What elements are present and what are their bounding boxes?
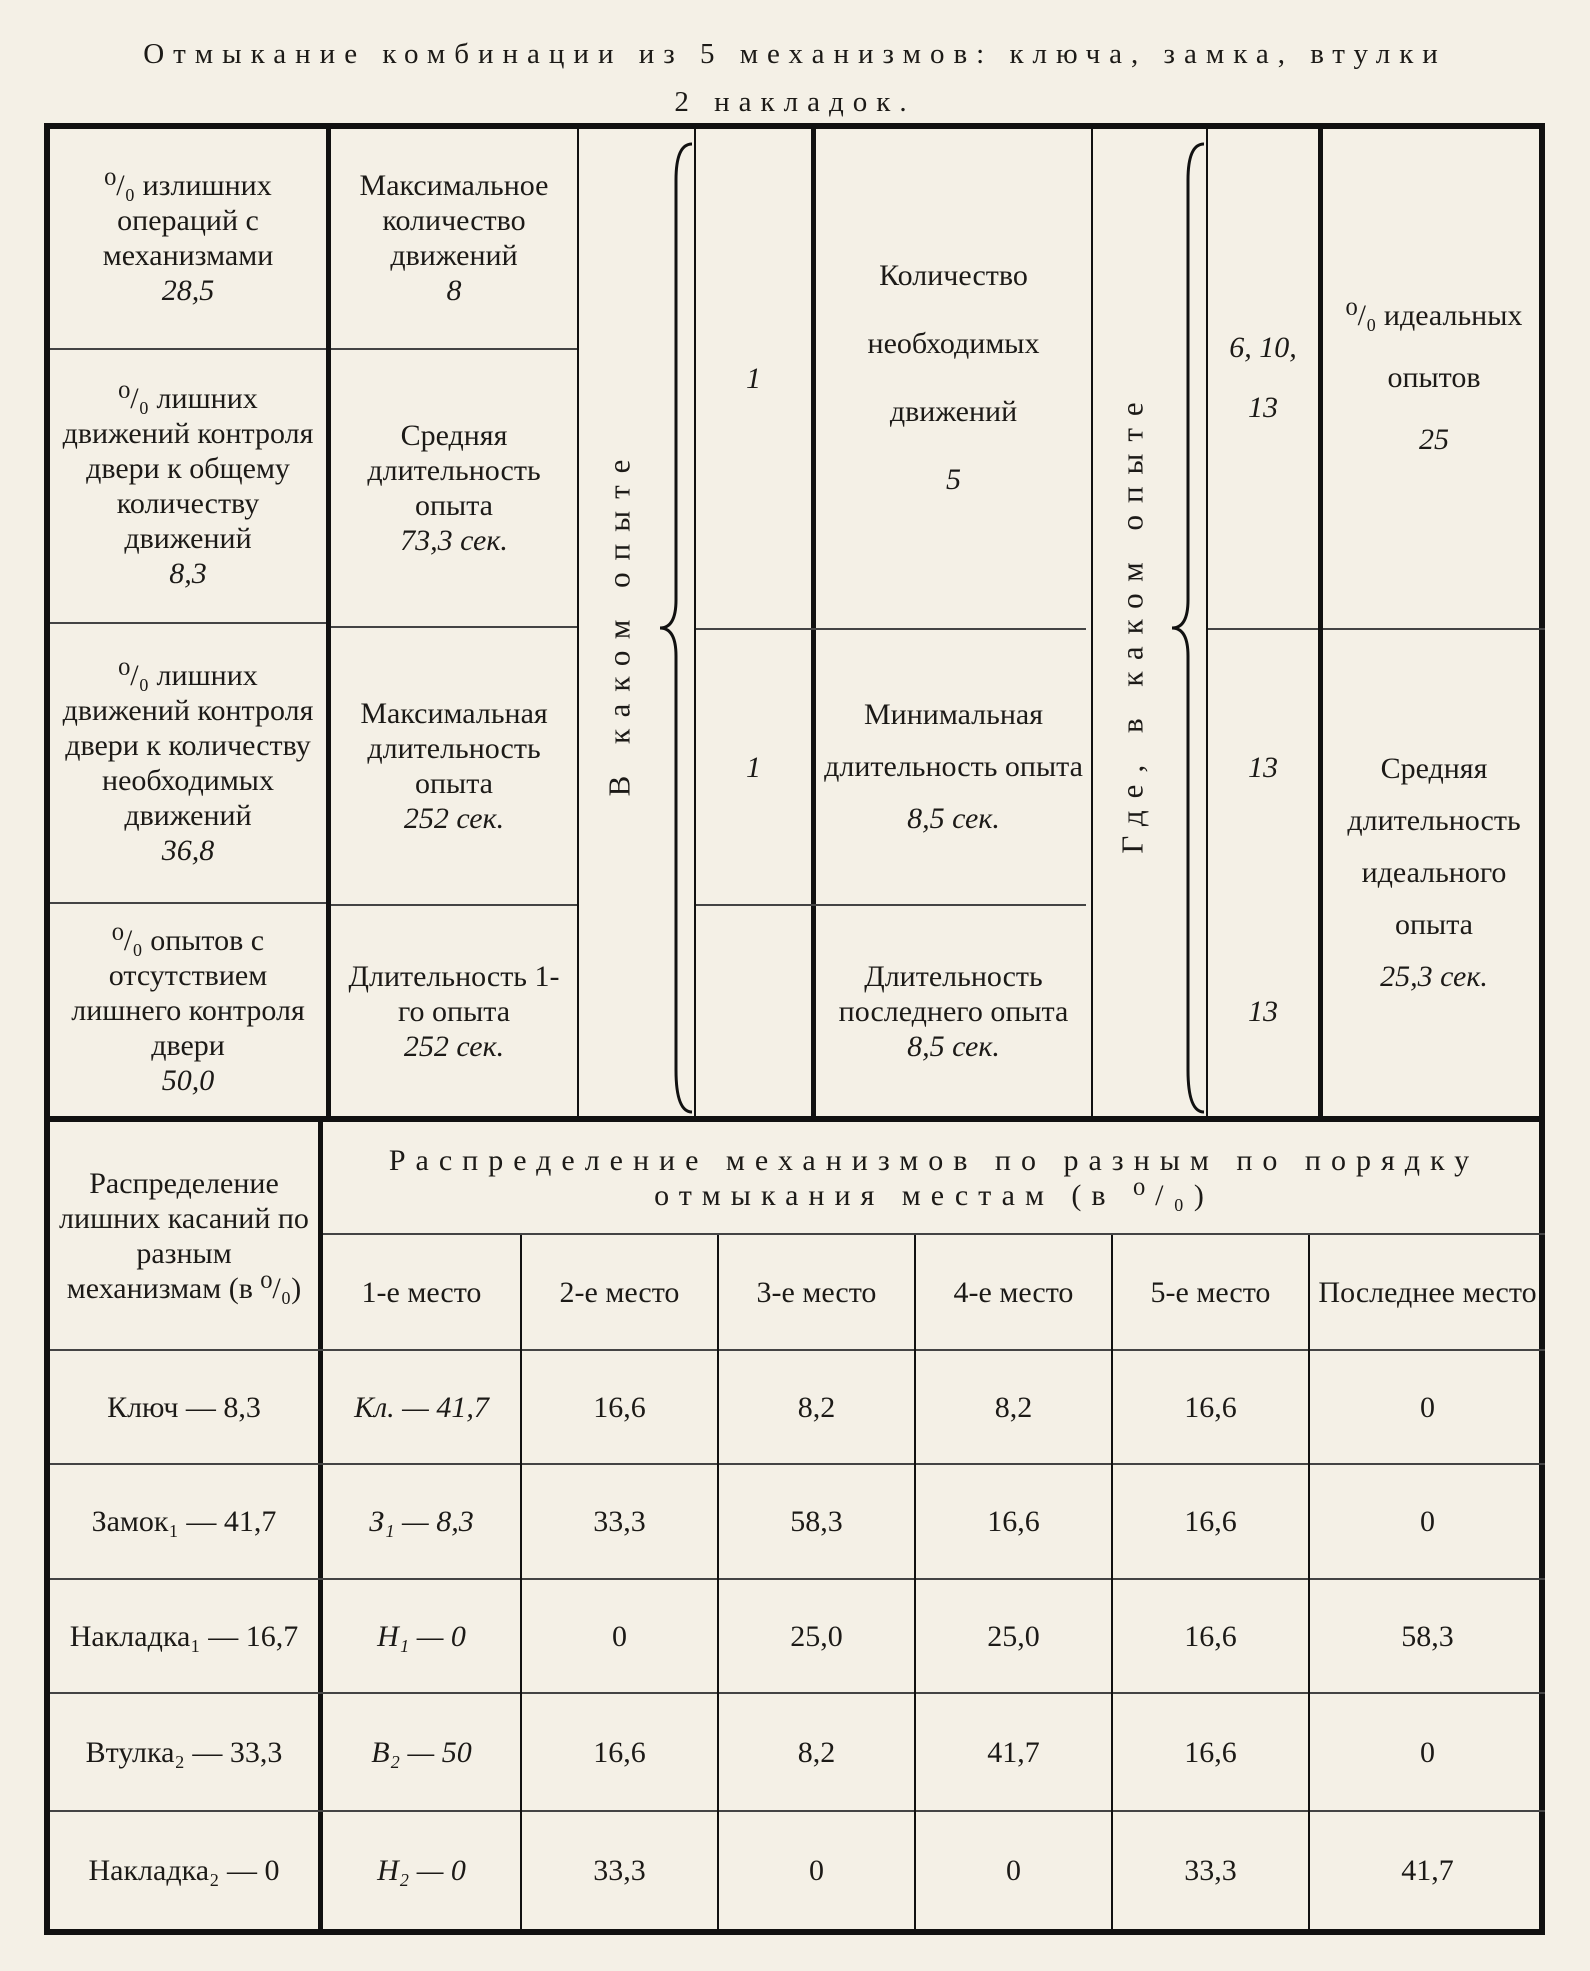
stat-value: 25 — [1419, 423, 1449, 456]
table-cell: 33,3 — [593, 1505, 646, 1538]
stat-label: ⁰/₀ опытов с отсутствием лишнего контроля двери — [71, 923, 305, 1062]
first-place-cell: Н₂ — 0 — [377, 1854, 466, 1887]
stat-label: Количество необходимых движений — [867, 259, 1040, 428]
first-place-cell: Н₁ — 0 — [377, 1619, 466, 1653]
group-header: Распределение механизмов по разным по порядку отмыкания местам (в ⁰/₀) — [388, 1143, 1480, 1212]
table-cell: 0 — [1006, 1854, 1021, 1887]
table-cell: 8,2 — [797, 1735, 836, 1769]
column-header: 3-е место — [756, 1275, 877, 1309]
stat-value: 50,0 — [161, 1063, 215, 1097]
table-cell: 16,6 — [593, 1390, 646, 1424]
table-cell: 16,6 — [593, 1735, 646, 1769]
table-cell: 0 — [1420, 1390, 1435, 1424]
curly-brace-icon — [654, 140, 698, 1116]
table-cell: 16,6 — [987, 1505, 1040, 1538]
stat-value: 8,3 — [169, 557, 207, 590]
stat-label: ⁰/₀ излишних операций с механизмами — [102, 169, 274, 272]
mechanism-label: Накладка₂ — 0 — [88, 1854, 280, 1887]
table-cell: 58,3 — [790, 1505, 843, 1538]
stat-value: 73,3 сек. — [400, 524, 508, 557]
stat-label: Минимальная длительность опыта — [824, 698, 1083, 783]
first-place-cell: Кл. — 41,7 — [354, 1390, 489, 1424]
stat-label: Средняя длительность опыта — [367, 419, 541, 522]
table-cell: 0 — [809, 1854, 824, 1887]
stat-cell — [50, 904, 326, 1116]
stat-value: 252 сек. — [403, 1029, 505, 1063]
stat-label: ⁰/₀ лишних движений контроля двери к общему количеству движений — [62, 382, 314, 555]
stat-label: Длительность последнего опыта — [838, 959, 1069, 1028]
experiment-number — [696, 906, 811, 1116]
table-cell: 0 — [612, 1619, 627, 1653]
row-header: Распределение лишних касаний по разным механизмам (в ⁰/₀) — [59, 1166, 309, 1305]
stat-cell — [331, 906, 577, 1116]
stat-cell — [1323, 128, 1545, 628]
stat-value: 36,8 — [161, 834, 215, 867]
first-place-cell: В₂ — 50 — [371, 1735, 472, 1769]
stat-label: Средняя длительность идеального опыта — [1347, 752, 1521, 941]
stat-value: 5 — [946, 463, 961, 496]
stat-cell — [331, 128, 577, 348]
stat-value: 8,5 сек. — [907, 1029, 1000, 1063]
stat-label: Максимальное количество движений — [359, 169, 549, 272]
vertical-heading — [579, 128, 659, 1116]
stat-value: 28,5 — [161, 274, 215, 307]
column-header: 4-е место — [953, 1275, 1074, 1309]
stat-cell — [816, 128, 1091, 628]
table-cell: 41,7 — [1401, 1854, 1454, 1887]
stat-cell — [1323, 630, 1545, 1116]
stat-cell — [50, 350, 326, 622]
table-cell: 16,6 — [1184, 1619, 1237, 1653]
stat-cell — [331, 628, 577, 904]
table-cell: 58,3 — [1401, 1619, 1454, 1653]
stat-value: 25,3 сек. — [1380, 960, 1488, 993]
first-place-cell: З₁ — 8,3 — [369, 1505, 474, 1538]
table-cell: 25,0 — [790, 1619, 843, 1653]
stat-label: Максимальная длительность опыта — [360, 697, 548, 800]
table-cell: 16,6 — [1184, 1505, 1237, 1538]
column-header: 5-е место — [1150, 1275, 1271, 1309]
curly-brace-icon — [1166, 140, 1210, 1116]
column-header: 2-е место — [559, 1275, 680, 1309]
stat-value: 8,5 сек. — [907, 802, 1000, 835]
stat-value: 252 сек. — [403, 802, 505, 835]
experiment-number: 13 — [1248, 994, 1278, 1028]
stat-cell — [816, 630, 1091, 904]
mechanism-label: Накладка₁ — 16,7 — [69, 1619, 299, 1653]
vertical-heading-text: В каком опыте — [601, 447, 636, 797]
table-cell: 16,6 — [1184, 1390, 1237, 1424]
stat-cell — [50, 624, 326, 902]
mechanism-label: Ключ — 8,3 — [107, 1390, 261, 1424]
stat-label: Длительность 1-го опыта — [348, 959, 560, 1028]
experiment-number: 6, 10, 13 — [1229, 331, 1297, 424]
table-cell: 8,2 — [994, 1390, 1033, 1424]
stat-cell — [50, 128, 326, 348]
stat-cell — [816, 906, 1091, 1116]
table-cell: 33,3 — [1184, 1854, 1237, 1887]
experiment-number: 1 — [746, 750, 761, 784]
experiment-number: 13 — [1248, 750, 1278, 784]
title-line-1: Отмыкание комбинации из 5 механизмов: ключа, замка, втулки — [143, 38, 1447, 70]
title-line-2: 2 накладок. — [674, 86, 916, 118]
stat-value: 8 — [446, 274, 462, 307]
column-header: Последнее место — [1318, 1275, 1537, 1309]
table-cell: 0 — [1420, 1735, 1435, 1769]
stat-label: ⁰/₀ лишних движений контроля двери к количеству необходимых движений — [62, 659, 314, 832]
table-cell: 25,0 — [987, 1619, 1040, 1653]
table-cell: 0 — [1420, 1505, 1435, 1538]
stat-cell — [331, 350, 577, 626]
stat-label: ⁰/₀ идеальных опытов — [1345, 299, 1523, 394]
mechanism-label: Втулка₂ — 33,3 — [85, 1735, 283, 1769]
table-cell: 33,3 — [593, 1854, 646, 1887]
vertical-heading — [1093, 128, 1173, 1116]
table-cell: 8,2 — [797, 1390, 836, 1424]
table-title — [40, 30, 1550, 126]
table-cell: 41,7 — [987, 1735, 1040, 1769]
vertical-heading-text: Где, в каком опыте — [1115, 390, 1151, 854]
column-header: 1-е место — [361, 1275, 482, 1309]
experiment-number: 1 — [746, 361, 761, 395]
mechanism-label: Замок₁ — 41,7 — [91, 1505, 277, 1538]
table-cell: 16,6 — [1184, 1735, 1237, 1769]
